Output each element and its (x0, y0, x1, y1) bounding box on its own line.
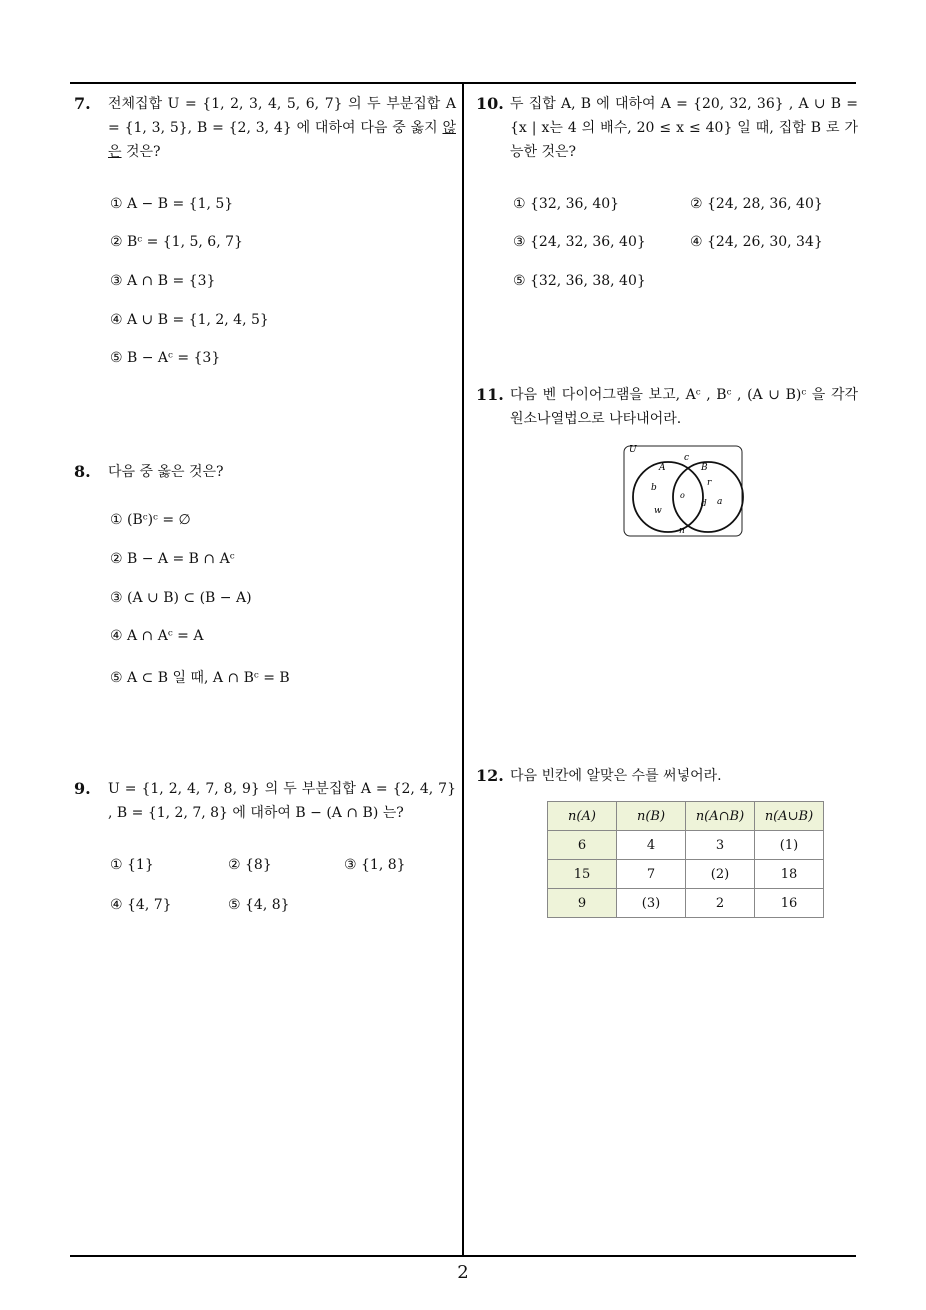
question-number: 9. (74, 779, 91, 798)
q7-option-4[interactable]: ④ A ∪ B = {1, 2, 4, 5} (110, 312, 269, 328)
universe-label: U (629, 445, 637, 455)
q8-option-5[interactable]: ⑤ A ⊂ B 일 때, A ∩ Bᶜ = B (110, 670, 290, 686)
table-cell: 15 (548, 860, 617, 889)
question-9 (74, 777, 456, 825)
set-a-label: A (659, 463, 666, 473)
question-text: 다음 빈칸에 알맞은 수를 써넣어라. (510, 768, 722, 784)
q9-option-2[interactable]: ② {8} (228, 857, 272, 873)
question-text: 전체집합 U = {1, 2, 3, 4, 5, 6, 7} 의 두 부분집합 A = {1, 3, 5}, B = {2, 3, 4} 에 대하여 다음 중 옳지 않은 것은? (108, 96, 456, 160)
question-number: 11. (476, 385, 504, 404)
question-text: 다음 중 옳은 것은? (108, 464, 224, 480)
q7-option-5[interactable]: ⑤ B − Aᶜ = {3} (110, 350, 221, 366)
element-o: o (680, 491, 685, 500)
header-cell: n(A∩B) (686, 802, 755, 831)
element-c: c (684, 453, 690, 463)
question-text: U = {1, 2, 4, 7, 8, 9} 의 두 부분집합 A = {2, 4, 7} , B = {1, 2, 7, 8} 에 대하여 B − (A ∩ B) 는? (108, 781, 456, 821)
page-number: 2 (457, 1262, 469, 1283)
question-10 (476, 92, 858, 164)
question-number: 10. (476, 94, 504, 113)
element-d: d (701, 499, 707, 509)
question-8 (74, 460, 456, 484)
question-number: 12. (476, 766, 504, 785)
q9-option-5[interactable]: ⑤ {4, 8} (228, 897, 290, 913)
q8-option-4[interactable]: ④ A ∩ Aᶜ = A (110, 628, 204, 644)
element-b: b (651, 483, 657, 493)
element-a: a (717, 497, 723, 507)
question-11 (476, 383, 858, 431)
q10-option-4[interactable]: ④ {24, 26, 30, 34} (690, 234, 823, 250)
underlined-word: 않은 (108, 120, 456, 160)
header-cell: n(B) (617, 802, 686, 831)
table-cell: 6 (548, 831, 617, 860)
q10-option-3[interactable]: ③ {24, 32, 36, 40} (513, 234, 646, 250)
blank-cell[interactable]: (2) (686, 860, 755, 889)
header-cell: n(A) (548, 802, 617, 831)
question-12 (476, 764, 858, 788)
q8-option-2[interactable]: ② B − A = B ∩ Aᶜ (110, 551, 235, 567)
q7-option-1[interactable]: ① A − B = {1, 5} (110, 196, 234, 212)
q10-option-2[interactable]: ② {24, 28, 36, 40} (690, 196, 823, 212)
table-cell: 18 (755, 860, 824, 889)
table-cell: 9 (548, 889, 617, 918)
q9-option-3[interactable]: ③ {1, 8} (344, 857, 406, 873)
bottom-rule (70, 1255, 856, 1257)
q9-option-1[interactable]: ① {1} (110, 857, 154, 873)
q8-option-3[interactable]: ③ (A ∪ B) ⊂ (B − A) (110, 590, 252, 606)
element-w: w (654, 506, 662, 516)
q10-option-5[interactable]: ⑤ {32, 36, 38, 40} (513, 273, 646, 289)
table-row (548, 831, 824, 860)
question-number: 7. (74, 94, 91, 113)
blank-cell[interactable]: (1) (755, 831, 824, 860)
header-cell: n(A∪B) (755, 802, 824, 831)
column-divider (462, 82, 464, 1257)
table-cell: 2 (686, 889, 755, 918)
table-row (548, 889, 824, 918)
question-text: 다음 벤 다이어그램을 보고, Aᶜ , Bᶜ , (A ∪ B)ᶜ 을 각각 원소나열법으로 나타내어라. (510, 387, 858, 427)
table-row (548, 860, 824, 889)
q8-option-1[interactable]: ① (Bᶜ)ᶜ = ∅ (110, 512, 191, 528)
table-cell: 16 (755, 889, 824, 918)
set-count-table (547, 801, 824, 918)
question-number: 8. (74, 462, 91, 481)
table-cell: 7 (617, 860, 686, 889)
q7-option-2[interactable]: ② Bᶜ = {1, 5, 6, 7} (110, 234, 243, 250)
table-header-row (548, 802, 824, 831)
q7-option-3[interactable]: ③ A ∩ B = {3} (110, 273, 216, 289)
blank-cell[interactable]: (3) (617, 889, 686, 918)
venn-diagram (622, 444, 746, 540)
question-text: 두 집합 A, B 에 대하여 A = {20, 32, 36} , A ∪ B = {x | x는 4 의 배수, 20 ≤ x ≤ 40} 일 때, 집합 B 로 가능한 것은? (510, 96, 858, 160)
table-cell: 4 (617, 831, 686, 860)
element-n: n (679, 526, 685, 536)
question-7 (74, 92, 456, 164)
set-a-circle (633, 462, 703, 532)
element-r: r (707, 478, 712, 488)
q10-option-1[interactable]: ① {32, 36, 40} (513, 196, 620, 212)
q9-option-4[interactable]: ④ {4, 7} (110, 897, 172, 913)
set-b-label: B (701, 463, 708, 473)
table-cell: 3 (686, 831, 755, 860)
